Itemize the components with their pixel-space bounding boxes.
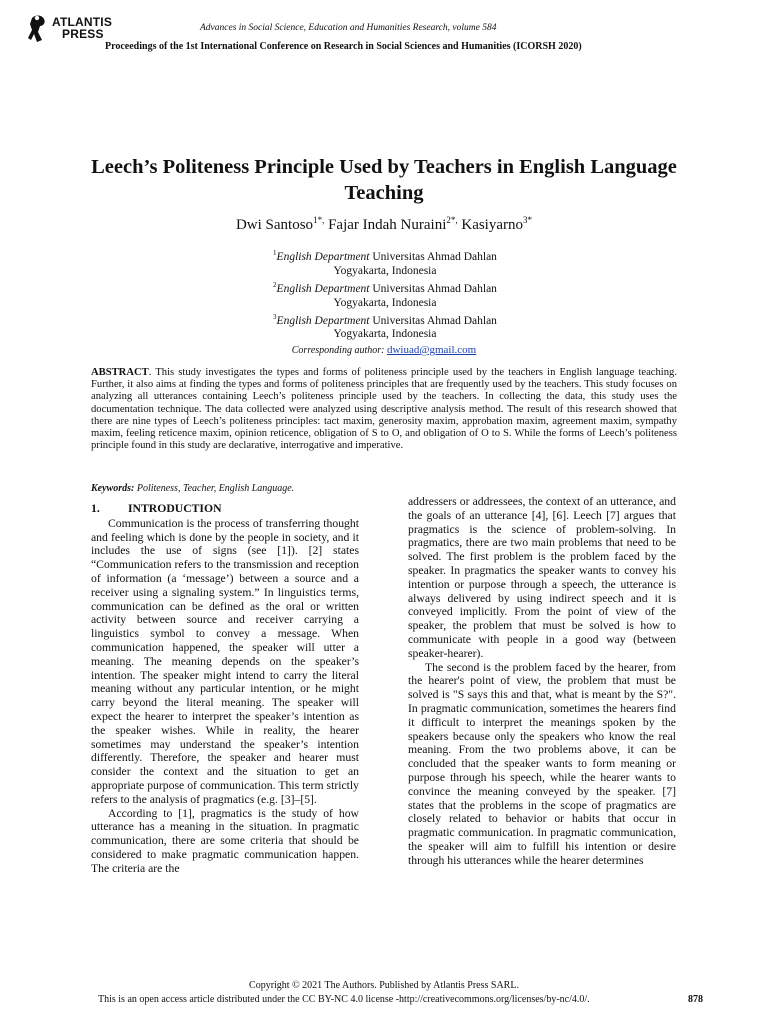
logo-text-line1: ATLANTIS xyxy=(52,15,113,29)
section-title: INTRODUCTION xyxy=(128,502,222,515)
corresponding-email-link[interactable]: dwiuad@gmail.com xyxy=(386,344,477,356)
keywords-values: Politeness, Teacher, English Language. xyxy=(134,483,295,494)
author-superscript: 1*, xyxy=(313,215,325,225)
author-name: Kasiyarno xyxy=(461,217,524,233)
right-column xyxy=(408,495,676,868)
corresponding-label: Corresponding author: xyxy=(291,345,387,356)
logo-text-line2: PRESS xyxy=(62,27,104,41)
footer-license: This is an open access article distributed under the CC BY-NC 4.0 license -http://creativecommons.org/licenses/by-nc/4.0/. xyxy=(98,994,590,1005)
affiliation: $^1$English Department Universitas Ahmad Dahlan xyxy=(273,249,497,263)
keywords xyxy=(91,483,401,494)
paragraph: According to [1], pragmatics is the study of how utterance has a meaning in the situation. In pragmatic communication, there are some criteria that should be considered to make pragmatic communication happen. The criteria are the xyxy=(91,806,359,875)
author-name: Fajar Indah Nuraini xyxy=(328,217,447,233)
affiliation: $^3$English Department Universitas Ahmad Dahlan xyxy=(273,312,497,327)
corresponding-author xyxy=(60,344,708,356)
paragraph: Communication is the process of transferring thought and feeling which is done by the people in society, and it includes the use of signs (see [1]). [2] states “Communication refers to the transmission and reception of information (a ‘message’) between a source and a receiver using a signaling system.” In linguistics terms, communication can be defined as the oral or written activity between source and receiver carrying a linguistics symbol to convey a message. When communication happened, the speaker will utter a meaning. The meaning depends on the speaker’s intention. The speaker might intend to carry the literal meaning without any particular intention, or he might carry beyond the literal meaning. The speaker will expect the hearer to interpret the speaker’s intention as the speaker wishes. While in reality, the hearer sometimes may understand the speaker’s intention differently. Therefore, the speaker and hearer must consider the context and the situation to get an appropriate purpose of communication. This term strictly refers to the analysis of pragmatics (e.g. [3]–[5]. xyxy=(91,516,359,806)
affiliation-city: Yogyakarta, Indonesia xyxy=(333,296,437,309)
page-number: 878 xyxy=(688,994,703,1005)
section-number: 1. xyxy=(91,502,100,515)
affiliation: $^2$English Department Universitas Ahmad Dahlan xyxy=(273,280,497,295)
abstract-label: ABSTRACT xyxy=(91,367,149,378)
abstract-text: . This study investigates the types and forms of politeness principle used by the teachers in English language teaching. Further, it also aims at finding the types and forms of politeness principles that are frequently used by the teachers. This study focuses on analyzing all utterances containing Leech’s politeness principle used by the teachers. In collecting the data, this study uses the documentation technique. The data collected were analyzed using descriptive analysis method. The result of this research showed that there are nine types of Leech’s politeness principles: tact maxim, generosity maxim, approbation maxim, agreement maxim, sympathy maxim, feeling reticence maxim, opinion reticence, obligation of S to O, and obligation of O to S. While the forms of Leech’s politeness principle found in this study are declarative, interrogative and imperative. xyxy=(91,367,677,452)
atlantis-figure-icon xyxy=(26,14,54,44)
left-column xyxy=(91,502,359,876)
section-heading xyxy=(91,502,359,516)
journal-title: Advances in Social Science, Education and Humanities Research, volume 584 xyxy=(200,23,497,33)
keywords-label: Keywords: xyxy=(91,483,135,494)
author-name: Dwi Santoso xyxy=(235,217,314,233)
author-superscript: 3* xyxy=(523,215,533,225)
paragraph: addressers or addressees, the context of an utterance, and the goals of an utterance [4], [6]. Leech [7] argues that pragmatics is the science of problem-solving. In pragmatics, there are two main problems that need to be solved. The first problem is the problem faced by the speaker. In pragmatics the speaker wants to convey his intention or purpose through a speech, the utterance is always delivered by using indirect speech and it is conveyed implicitly. From the point of view of the speaker, the problem that must be solved is how to communicate with people in a good way (between speaker-hearer). xyxy=(408,495,676,660)
proceedings-title: Proceedings of the 1st International Conference on Research in Social Sciences and Humanities (ICORSH 2020) xyxy=(105,41,582,52)
affiliation-city: Yogyakarta, Indonesia xyxy=(333,328,437,341)
author-list xyxy=(60,215,708,234)
abstract xyxy=(91,367,677,452)
affiliation-list xyxy=(240,246,530,341)
footer-copyright: Copyright © 2021 The Authors. Published by Atlantis Press SARL. xyxy=(249,980,519,991)
paper-title: Leech’s Politeness Principle Used by Teachers in English Language Teaching xyxy=(91,156,677,204)
affiliation-city: Yogyakarta, Indonesia xyxy=(333,264,437,277)
author-superscript: 2*, xyxy=(446,215,458,225)
paragraph: The second is the problem faced by the hearer, from the hearer's point of view, the problem that must be solved is "S says this and that, what is meant by the S?". In pragmatic communication, sometimes the hearers find it difficult to interpret the meanings spoken by the speakers because only the speakers who know the real meaning. From the two problems above, it can be concluded that the speaker wants to form meaning or purpose through his speech, while the hearer wants to convince the meaning conveyed by the speaker. [7] states that the problems in the scope of pragmatics are closely related to behavior or habits that occur in pragmatic communication. In pragmatic communication, the speaker will aim to fulfill his intention or desire through his utterances while the hearer determines xyxy=(408,660,676,867)
